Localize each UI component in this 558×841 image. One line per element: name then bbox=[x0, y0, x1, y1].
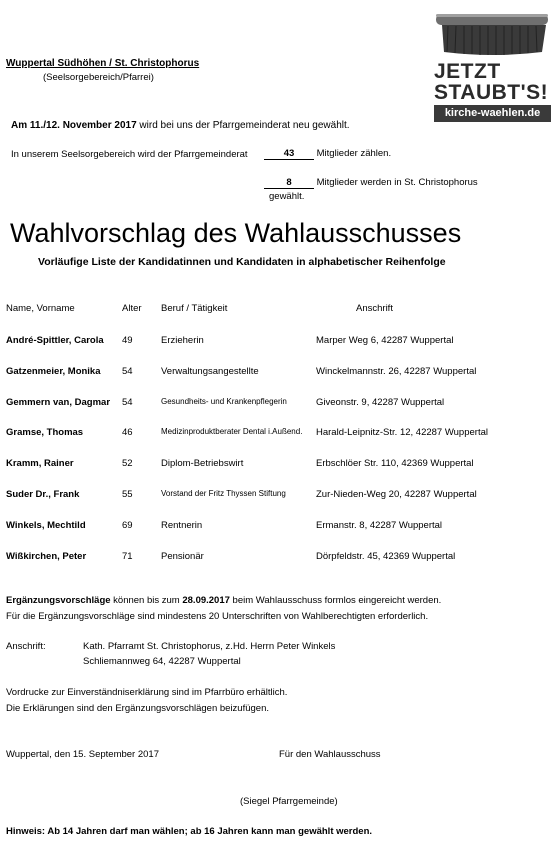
candidate-age: 52 bbox=[122, 458, 133, 470]
candidate-name: Suder Dr., Frank bbox=[6, 489, 80, 500]
supplement-line-1 bbox=[6, 595, 441, 606]
brush-icon bbox=[434, 8, 552, 60]
table-row bbox=[0, 458, 558, 472]
supplement-deadline: 28.09.2017 bbox=[182, 595, 230, 606]
candidate-job: Pensionär bbox=[161, 550, 204, 562]
committee-signature: Für den Wahlausschuss bbox=[279, 749, 381, 760]
logo-line-2: STAUBT'S! bbox=[434, 81, 549, 104]
table-row bbox=[0, 366, 558, 380]
hint-note: Hinweis: Ab 14 Jahren darf man wählen; ab 16 Jahren kann man gewählt werden. bbox=[6, 826, 373, 837]
forms-line-1: Vordrucke zur Einverständniserklärung sind im Pfarrbüro erhältlich. bbox=[6, 687, 288, 698]
candidate-name: Kramm, Rainer bbox=[6, 458, 74, 470]
parish-name: Wuppertal Südhöhen / St. Christophorus bbox=[6, 58, 200, 69]
candidate-age: 49 bbox=[122, 335, 133, 346]
candidate-age: 54 bbox=[122, 396, 133, 408]
logo-url: kirche-waehlen.de bbox=[434, 105, 551, 122]
candidate-name: Gramse, Thomas bbox=[6, 427, 84, 439]
candidate-address: Zur-Nieden-Weg 20, 42287 Wuppertal bbox=[316, 489, 477, 500]
address-line-1: Kath. Pfarramt St. Christophorus, z.Hd. Herrn Peter Winkels bbox=[83, 641, 336, 652]
candidate-address: Winckelmannstr. 26, 42287 Wuppertal bbox=[316, 365, 477, 377]
supplement-line-2: Für die Ergänzungsvorschläge sind mindestens 20 Unterschriften von Wahlberechtigten erforderlich. bbox=[6, 611, 429, 622]
table-row bbox=[0, 551, 558, 565]
place-date: Wuppertal, den 15. September 2017 bbox=[6, 749, 159, 760]
supplement-rest: beim Wahlausschuss formlos eingereicht werden. bbox=[229, 595, 442, 606]
parish-sub: (Seelsorgebereich/Pfarrei) bbox=[43, 72, 154, 83]
candidate-job: Vorstand der Fritz Thyssen Stiftung bbox=[161, 489, 286, 498]
candidate-age: 54 bbox=[122, 365, 133, 377]
candidate-address: Harald-Leipnitz-Str. 12, 42287 Wuppertal bbox=[316, 427, 488, 439]
candidate-name: Gemmern van, Dagmar bbox=[6, 396, 111, 408]
supplement-term: Ergänzungsvorschläge bbox=[6, 595, 111, 606]
intro-line-2-pre: In unserem Seelsorgebereich wird der Pfarrgemeinderat bbox=[11, 149, 248, 160]
candidate-age: 69 bbox=[122, 519, 133, 531]
table-row bbox=[0, 335, 558, 349]
candidate-address: Ermanstr. 8, 42287 Wuppertal bbox=[316, 519, 443, 531]
candidate-age: 46 bbox=[122, 427, 133, 439]
candidate-job: Verwaltungsangestellte bbox=[161, 365, 259, 377]
candidate-age: 55 bbox=[122, 489, 133, 500]
intro-line-1 bbox=[11, 120, 350, 131]
intro-line-3 bbox=[264, 177, 478, 189]
table-header bbox=[0, 303, 558, 317]
candidate-job: Diplom-Betriebswirt bbox=[161, 458, 244, 470]
candidate-job: Medizinproduktberater Dental i.Außend. bbox=[161, 427, 303, 437]
council-size-value: 43 bbox=[264, 148, 314, 160]
address-line-2: Schliemannweg 64, 42287 Wuppertal bbox=[83, 656, 241, 667]
candidate-address: Giveonstr. 9, 42287 Wuppertal bbox=[316, 396, 445, 408]
header-name: Name, Vorname bbox=[6, 303, 75, 314]
address-label: Anschrift: bbox=[6, 641, 46, 652]
logo-line-1: JETZT bbox=[434, 60, 501, 83]
intro-line-2-post: Mitglieder zählen. bbox=[316, 148, 392, 159]
elected-count-value: 8 bbox=[264, 177, 314, 189]
table-row bbox=[0, 397, 558, 411]
forms-line-2: Die Erklärungen sind den Ergänzungsvorschlägen beizufügen. bbox=[6, 703, 270, 714]
candidate-name: Gatzenmeier, Monika bbox=[6, 365, 101, 377]
logo bbox=[434, 8, 552, 120]
candidate-age: 71 bbox=[122, 550, 133, 562]
intro-line-3-wrap: gewählt. bbox=[269, 191, 305, 202]
candidate-name: André-Spittler, Carola bbox=[6, 335, 104, 346]
header-job: Beruf / Tätigkeit bbox=[161, 303, 228, 314]
table-row bbox=[0, 427, 558, 441]
candidate-job: Erzieherin bbox=[161, 335, 204, 346]
intro-line-3-post: Mitglieder werden in St. Christophorus bbox=[316, 177, 478, 188]
candidate-address: Dörpfeldstr. 45, 42369 Wuppertal bbox=[316, 550, 456, 562]
candidate-address: Erbschlöer Str. 110, 42369 Wuppertal bbox=[316, 458, 474, 470]
candidate-name: Winkels, Mechtild bbox=[6, 519, 86, 531]
seal-placeholder: (Siegel Pfarrgemeinde) bbox=[240, 796, 338, 807]
page-subtitle: Vorläufige Liste der Kandidatinnen und Kandidaten in alphabetischer Reihenfolge bbox=[38, 256, 446, 268]
candidate-name: Wißkirchen, Peter bbox=[6, 550, 87, 562]
page-title: Wahlvorschlag des Wahlausschusses bbox=[10, 218, 462, 248]
candidate-job: Gesundheits- und Krankenpflegerin bbox=[161, 396, 287, 406]
intro-line-2-fill bbox=[264, 148, 391, 160]
table-row bbox=[0, 489, 558, 503]
table-row bbox=[0, 520, 558, 534]
candidate-address: Marper Weg 6, 42287 Wuppertal bbox=[316, 335, 454, 346]
candidate-job: Rentnerin bbox=[161, 519, 203, 531]
header-age: Alter bbox=[122, 303, 142, 314]
intro-line-1-rest: wird bei uns der Pfarrgemeinderat neu gewählt. bbox=[139, 120, 350, 131]
election-date: Am 11./12. November 2017 bbox=[11, 120, 137, 131]
supplement-mid: können bis zum bbox=[110, 595, 183, 606]
header-address: Anschrift bbox=[356, 303, 393, 314]
